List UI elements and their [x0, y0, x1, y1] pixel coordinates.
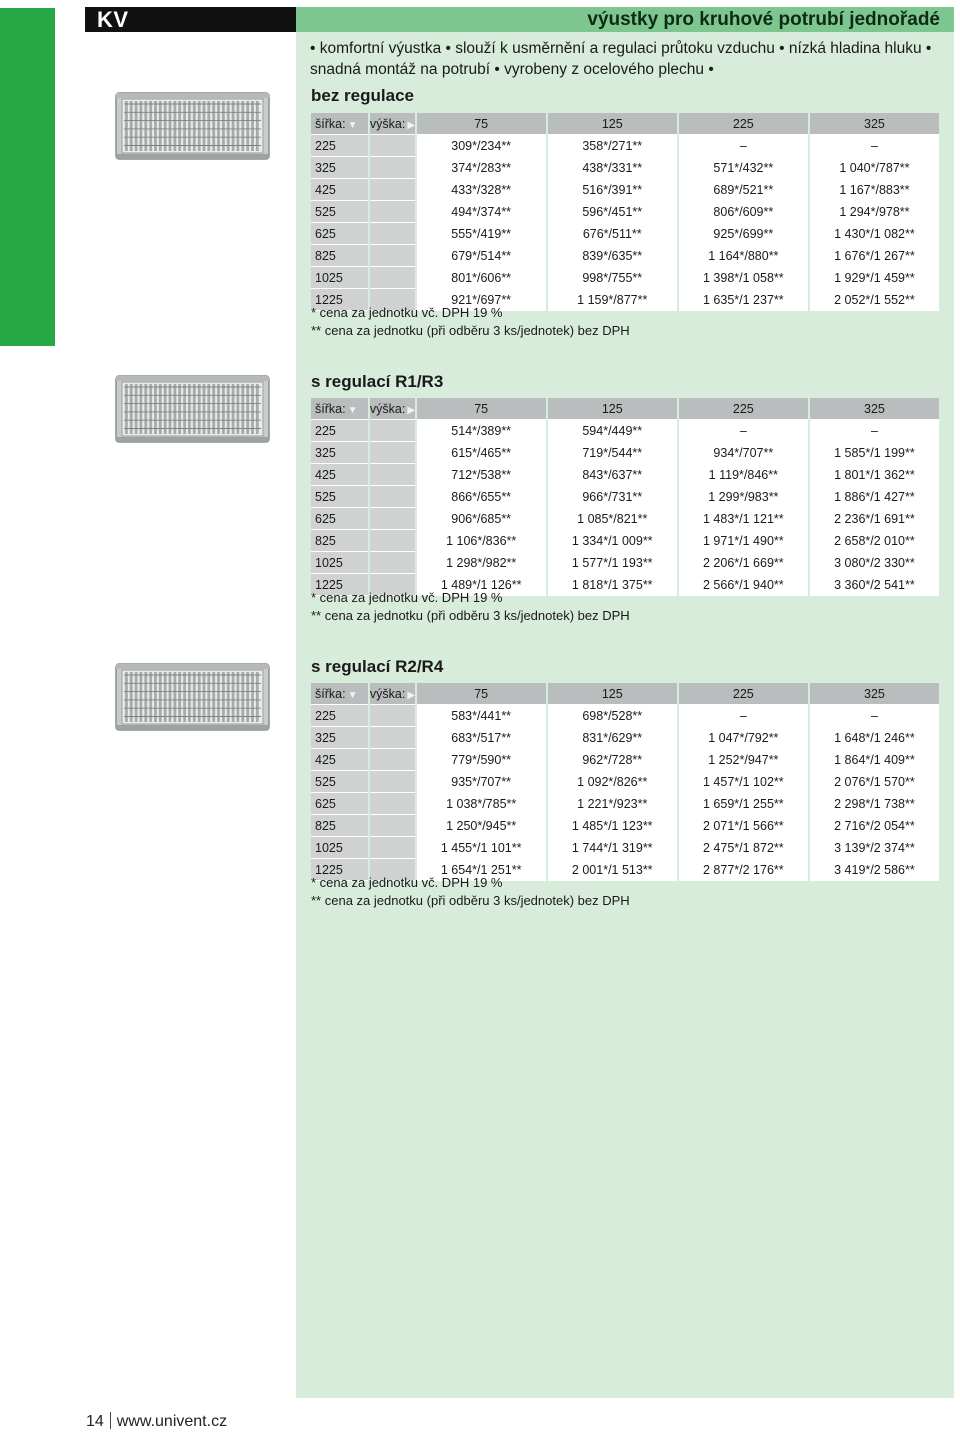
table-row	[311, 837, 939, 859]
price-cell: 3 080*/2 330**	[810, 552, 939, 574]
price-cell: 2 298*/1 738**	[810, 793, 939, 815]
spacer-cell	[370, 420, 415, 442]
price-cell: 2 566*/1 940**	[679, 574, 808, 596]
width-cell: 625	[311, 508, 368, 530]
height-column-header: 225	[679, 113, 808, 135]
price-cell: 831*/629**	[548, 727, 677, 749]
section-title: s regulací R1/R3	[311, 372, 444, 391]
right-arrow-icon: ▶	[407, 119, 416, 131]
table-row	[311, 771, 939, 793]
price-cell: 801*/606**	[417, 267, 546, 289]
price-cell: 689*/521**	[679, 179, 808, 201]
table-header-row	[311, 683, 939, 705]
price-cell: 2 206*/1 669**	[679, 552, 808, 574]
width-cell: 1225	[311, 574, 368, 596]
price-cell: 1 457*/1 102**	[679, 771, 808, 793]
grille-image-r1-r3	[115, 375, 270, 443]
price-cell: 594*/449**	[548, 420, 677, 442]
green-side-bar	[0, 8, 55, 346]
width-cell: 225	[311, 135, 368, 157]
width-cell: 625	[311, 793, 368, 815]
note-vat: * cena za jednotku vč. DPH 19 %	[311, 590, 503, 605]
table-row	[311, 486, 939, 508]
height-column-header: 75	[417, 113, 546, 135]
width-cell: 1225	[311, 289, 368, 311]
price-cell: 1 398*/1 058**	[679, 267, 808, 289]
spacer-cell	[370, 837, 415, 859]
note-bulk: ** cena za jednotku (při odběru 3 ks/jednotek) bez DPH	[311, 323, 630, 338]
height-column-header: 325	[810, 398, 939, 420]
notes	[311, 304, 630, 340]
width-label-text: šířka:	[315, 116, 346, 131]
note-vat: * cena za jednotku vč. DPH 19 %	[311, 875, 503, 890]
width-label	[311, 113, 368, 135]
price-cell: 1 334*/1 009**	[548, 530, 677, 552]
spacer-cell	[370, 530, 415, 552]
price-cell: 679*/514**	[417, 245, 546, 267]
height-column-header: 325	[810, 113, 939, 135]
table-row	[311, 157, 939, 179]
spacer-cell	[370, 201, 415, 223]
grille-image-r2-r4	[115, 663, 270, 731]
spacer-cell	[370, 157, 415, 179]
price-cell: 2 001*/1 513**	[548, 859, 677, 881]
spacer-cell	[370, 727, 415, 749]
price-cell: 1 298*/982**	[417, 552, 546, 574]
table-row	[311, 420, 939, 442]
right-arrow-icon: ▶	[407, 404, 416, 416]
price-cell: 1 430*/1 082**	[810, 223, 939, 245]
price-cell: –	[810, 420, 939, 442]
price-cell: 1 119*/846**	[679, 464, 808, 486]
price-cell: 998*/755**	[548, 267, 677, 289]
price-cell: 1 455*/1 101**	[417, 837, 546, 859]
price-cell: 925*/699**	[679, 223, 808, 245]
price-cell: 806*/609**	[679, 201, 808, 223]
price-cell: 2 076*/1 570**	[810, 771, 939, 793]
height-label	[370, 113, 415, 135]
intro-text: • komfortní výustka • slouží k usměrnění a regulaci průtoku vzduchu • nízká hladina hluku • snadná montáž na potrubí • vyrobeny z ocelového plechu •	[310, 40, 932, 78]
price-cell: 779*/590**	[417, 749, 546, 771]
spacer-cell	[370, 267, 415, 289]
height-column-header: 125	[548, 398, 677, 420]
price-cell: 839*/635**	[548, 245, 677, 267]
price-cell: 962*/728**	[548, 749, 677, 771]
price-cell: 712*/538**	[417, 464, 546, 486]
spacer-cell	[370, 508, 415, 530]
spacer-cell	[370, 793, 415, 815]
price-table	[309, 398, 941, 596]
table-row	[311, 530, 939, 552]
price-cell: 2 475*/1 872**	[679, 837, 808, 859]
height-label	[370, 683, 415, 705]
table-row	[311, 442, 939, 464]
width-cell: 525	[311, 201, 368, 223]
price-cell: 935*/707**	[417, 771, 546, 793]
price-cell: 3 419*/2 586**	[810, 859, 939, 881]
width-cell: 825	[311, 530, 368, 552]
width-label	[311, 683, 368, 705]
price-cell: 615*/465**	[417, 442, 546, 464]
note-bulk: ** cena za jednotku (při odběru 3 ks/jednotek) bez DPH	[311, 893, 630, 908]
width-cell: 425	[311, 179, 368, 201]
price-cell: 1 648*/1 246**	[810, 727, 939, 749]
price-cell: –	[810, 705, 939, 727]
table-row	[311, 464, 939, 486]
price-cell: 2 071*/1 566**	[679, 815, 808, 837]
table-row	[311, 815, 939, 837]
price-cell: 1 577*/1 193**	[548, 552, 677, 574]
price-cell: 2 877*/2 176**	[679, 859, 808, 881]
spacer-cell	[370, 815, 415, 837]
height-column-header: 225	[679, 398, 808, 420]
price-cell: 1 659*/1 255**	[679, 793, 808, 815]
price-cell: 843*/637**	[548, 464, 677, 486]
height-column-header: 125	[548, 683, 677, 705]
spacer-cell	[370, 771, 415, 793]
price-cell: 1 886*/1 427**	[810, 486, 939, 508]
price-cell: 571*/432**	[679, 157, 808, 179]
price-cell: 1 164*/880**	[679, 245, 808, 267]
page-number: 14	[86, 1413, 104, 1430]
price-cell: 698*/528**	[548, 705, 677, 727]
width-cell: 425	[311, 464, 368, 486]
table-row	[311, 705, 939, 727]
spacer-cell	[370, 135, 415, 157]
spacer-cell	[370, 464, 415, 486]
price-table	[309, 683, 941, 881]
down-arrow-icon: ▼	[347, 689, 358, 701]
price-cell: 1 635*/1 237**	[679, 289, 808, 311]
width-cell: 325	[311, 727, 368, 749]
price-cell: 2 716*/2 054**	[810, 815, 939, 837]
spacer-cell	[370, 749, 415, 771]
price-table	[309, 113, 941, 311]
price-cell: 1 085*/821**	[548, 508, 677, 530]
price-cell: 866*/655**	[417, 486, 546, 508]
price-cell: 1 818*/1 375**	[548, 574, 677, 596]
width-cell: 625	[311, 223, 368, 245]
table-row	[311, 552, 939, 574]
price-cell: 719*/544**	[548, 442, 677, 464]
table-row	[311, 201, 939, 223]
height-label-text: výška:	[369, 686, 406, 701]
width-cell: 1025	[311, 552, 368, 574]
price-cell: 1 654*/1 251**	[417, 859, 546, 881]
price-cell: 934*/707**	[679, 442, 808, 464]
price-cell: 1 040*/787**	[810, 157, 939, 179]
height-label	[370, 398, 415, 420]
price-cell: 1 483*/1 121**	[679, 508, 808, 530]
price-cell: 683*/517**	[417, 727, 546, 749]
width-cell: 325	[311, 157, 368, 179]
price-cell: 1 092*/826**	[548, 771, 677, 793]
price-cell: 1 801*/1 362**	[810, 464, 939, 486]
price-cell: 3 360*/2 541**	[810, 574, 939, 596]
price-cell: 1 047*/792**	[679, 727, 808, 749]
note-vat: * cena za jednotku vč. DPH 19 %	[311, 305, 503, 320]
height-column-header: 225	[679, 683, 808, 705]
width-cell: 825	[311, 815, 368, 837]
table-row	[311, 267, 939, 289]
price-cell: 1 252*/947**	[679, 749, 808, 771]
spacer-cell	[370, 552, 415, 574]
price-cell: 374*/283**	[417, 157, 546, 179]
height-column-header: 125	[548, 113, 677, 135]
height-column-header: 325	[810, 683, 939, 705]
price-cell: 494*/374**	[417, 201, 546, 223]
price-cell: 1 159*/877**	[548, 289, 677, 311]
price-cell: 514*/389**	[417, 420, 546, 442]
height-label-text: výška:	[369, 401, 406, 416]
width-cell: 1025	[311, 837, 368, 859]
price-cell: 676*/511**	[548, 223, 677, 245]
width-cell: 525	[311, 486, 368, 508]
height-column-header: 75	[417, 398, 546, 420]
spacer-cell	[370, 245, 415, 267]
spacer-cell	[370, 223, 415, 245]
price-cell: 2 052*/1 552**	[810, 289, 939, 311]
price-cell: 906*/685**	[417, 508, 546, 530]
price-cell: 358*/271**	[548, 135, 677, 157]
price-cell: –	[679, 135, 808, 157]
product-code: KV	[85, 7, 296, 32]
price-cell: –	[679, 420, 808, 442]
table-row	[311, 727, 939, 749]
price-cell: 433*/328**	[417, 179, 546, 201]
width-cell: 425	[311, 749, 368, 771]
price-cell: –	[810, 135, 939, 157]
width-cell: 225	[311, 705, 368, 727]
down-arrow-icon: ▼	[347, 119, 358, 131]
price-cell: 1 299*/983**	[679, 486, 808, 508]
width-cell: 1225	[311, 859, 368, 881]
width-cell: 1025	[311, 267, 368, 289]
table-row	[311, 135, 939, 157]
price-cell: 2 236*/1 691**	[810, 508, 939, 530]
width-label	[311, 398, 368, 420]
price-cell: 583*/441**	[417, 705, 546, 727]
price-cell: 1 929*/1 459**	[810, 267, 939, 289]
price-cell: 1 221*/923**	[548, 793, 677, 815]
price-cell: 596*/451**	[548, 201, 677, 223]
width-cell: 825	[311, 245, 368, 267]
height-label-text: výška:	[369, 116, 406, 131]
price-cell: 1 106*/836**	[417, 530, 546, 552]
table-row	[311, 749, 939, 771]
width-cell: 225	[311, 420, 368, 442]
table-header-row	[311, 398, 939, 420]
footer-divider	[110, 1412, 111, 1429]
table-row	[311, 793, 939, 815]
price-cell: 309*/234**	[417, 135, 546, 157]
price-cell: 516*/391**	[548, 179, 677, 201]
spacer-cell	[370, 486, 415, 508]
width-label-text: šířka:	[315, 401, 346, 416]
price-cell: 1 585*/1 199**	[810, 442, 939, 464]
notes	[311, 589, 630, 625]
section-title: s regulací R2/R4	[311, 657, 444, 676]
website-link[interactable]: www.univent.cz	[116, 1413, 228, 1430]
notes	[311, 874, 630, 910]
section-title: bez regulace	[311, 86, 414, 105]
spacer-cell	[370, 442, 415, 464]
price-cell: 3 139*/2 374**	[810, 837, 939, 859]
width-cell: 325	[311, 442, 368, 464]
table-header-row	[311, 113, 939, 135]
grille-image-bez-regulace	[115, 92, 270, 160]
price-cell: –	[679, 705, 808, 727]
price-cell: 1 744*/1 319**	[548, 837, 677, 859]
price-cell: 1 489*/1 126**	[417, 574, 546, 596]
width-cell: 525	[311, 771, 368, 793]
price-cell: 1 294*/978**	[810, 201, 939, 223]
note-bulk: ** cena za jednotku (při odběru 3 ks/jednotek) bez DPH	[311, 608, 630, 623]
price-cell: 1 167*/883**	[810, 179, 939, 201]
table-row	[311, 245, 939, 267]
price-cell: 555*/419**	[417, 223, 546, 245]
width-label-text: šířka:	[315, 686, 346, 701]
down-arrow-icon: ▼	[347, 404, 358, 416]
table-row	[311, 508, 939, 530]
height-column-header: 75	[417, 683, 546, 705]
price-cell: 1 038*/785**	[417, 793, 546, 815]
price-cell: 2 658*/2 010**	[810, 530, 939, 552]
price-cell: 1 864*/1 409**	[810, 749, 939, 771]
right-arrow-icon: ▶	[407, 689, 416, 701]
spacer-cell	[370, 705, 415, 727]
footer	[86, 1412, 227, 1431]
price-cell: 1 485*/1 123**	[548, 815, 677, 837]
price-cell: 1 676*/1 267**	[810, 245, 939, 267]
price-cell: 921*/697**	[417, 289, 546, 311]
table-row	[311, 223, 939, 245]
spacer-cell	[370, 179, 415, 201]
price-cell: 966*/731**	[548, 486, 677, 508]
table-row	[311, 179, 939, 201]
price-cell: 1 971*/1 490**	[679, 530, 808, 552]
page-title: výustky pro kruhové potrubí jednořadé	[296, 7, 954, 32]
price-cell: 1 250*/945**	[417, 815, 546, 837]
price-cell: 438*/331**	[548, 157, 677, 179]
